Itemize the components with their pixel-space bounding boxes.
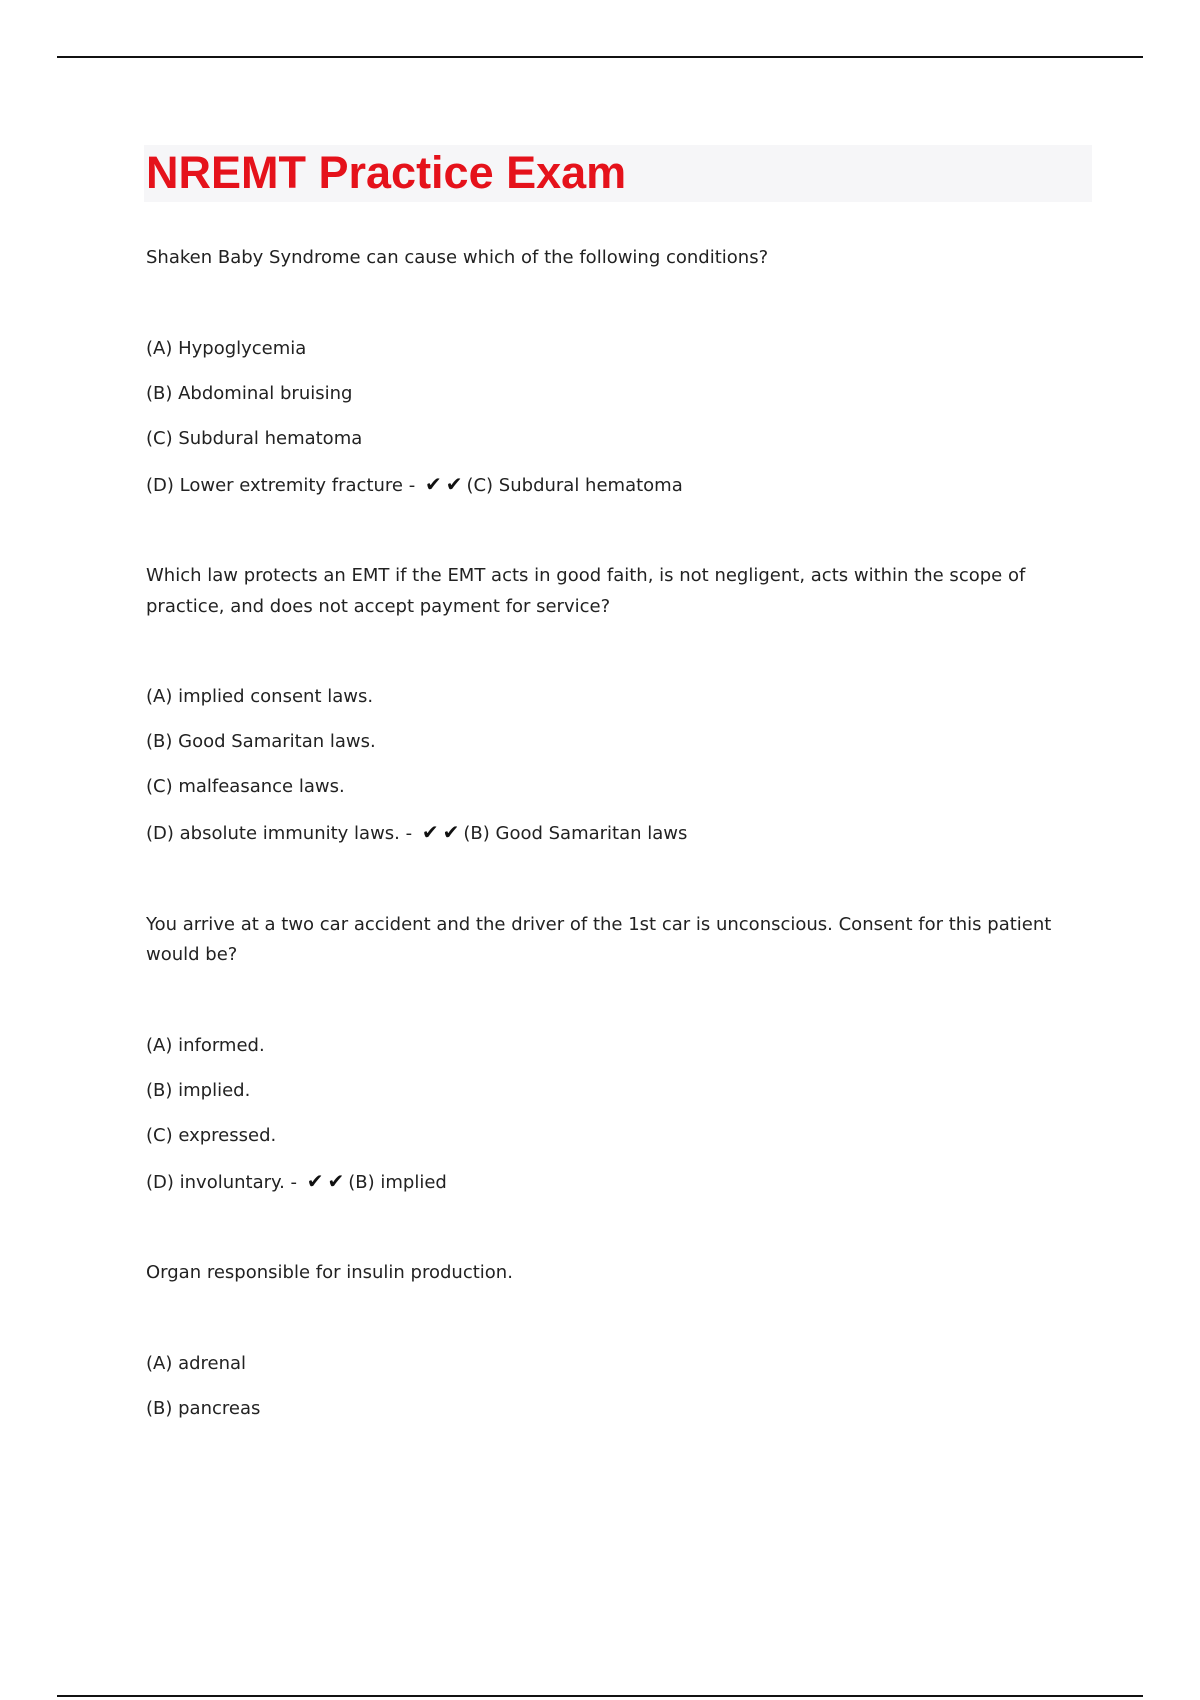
answer-text: (B) implied [348, 1171, 447, 1193]
option-b [146, 379, 1076, 410]
option-text: (A) Hypoglycemia [146, 337, 307, 359]
option-text: (B) Good Samaritan laws. [146, 731, 376, 752]
option-d-with-answer [146, 469, 1076, 502]
option-a [146, 682, 1076, 713]
option-text: (C) Subdural hematoma [146, 427, 363, 449]
question-2 [146, 561, 1076, 850]
question-prompt: Which law protects an EMT if the EMT acts in good faith, is not negligent, acts within the scope of practice, and does not accept payment for service? [146, 565, 1026, 617]
option-text: (B) pancreas [146, 1397, 261, 1419]
option-text: (C) expressed. [146, 1124, 277, 1146]
option-text: (C) malfeasance laws. [146, 776, 345, 797]
page-bottom-rule [57, 1695, 1143, 1697]
option-c [146, 424, 1076, 455]
option-text: (B) implied. [146, 1079, 251, 1101]
option-c [146, 1121, 1076, 1152]
question-prompt: Shaken Baby Syndrome can cause which of the following conditions? [146, 247, 769, 268]
question-prompt: You arrive at a two car accident and the driver of the 1st car is unconscious. Consent for this patient would be? [146, 913, 1052, 965]
double-check-icon: ✔✔ [421, 820, 464, 844]
option-b [146, 1076, 1076, 1107]
option-b [146, 727, 1076, 758]
double-check-icon: ✔✔ [306, 1168, 349, 1193]
question-prompt: Organ responsible for insulin production. [146, 1262, 513, 1283]
option-text: (D) Lower extremity fracture - [146, 474, 416, 496]
option-text: (A) implied consent laws. [146, 686, 374, 707]
option-d-with-answer [146, 817, 1076, 850]
option-d-with-answer [146, 1166, 1076, 1199]
question-3 [146, 910, 1076, 1199]
option-text: (B) Abdominal bruising [146, 382, 353, 404]
option-text: (D) absolute immunity laws. - [146, 823, 413, 844]
double-check-icon: ✔✔ [424, 471, 467, 496]
option-a [146, 1349, 1076, 1380]
question-list [146, 243, 1076, 1424]
option-a [146, 1031, 1076, 1062]
page-top-rule [57, 56, 1143, 58]
option-c [146, 772, 1076, 803]
answer-text: (C) Subdural hematoma [466, 474, 683, 496]
answer-text: (B) Good Samaritan laws [463, 823, 688, 844]
option-text: (D) involuntary. - [146, 1171, 298, 1193]
option-a [146, 334, 1076, 365]
question-4 [146, 1258, 1076, 1424]
question-1 [146, 243, 1076, 501]
option-text: (A) informed. [146, 1034, 265, 1056]
document-title: NREMT Practice Exam [146, 147, 627, 198]
option-text: (A) adrenal [146, 1352, 247, 1374]
option-b [146, 1394, 1076, 1425]
